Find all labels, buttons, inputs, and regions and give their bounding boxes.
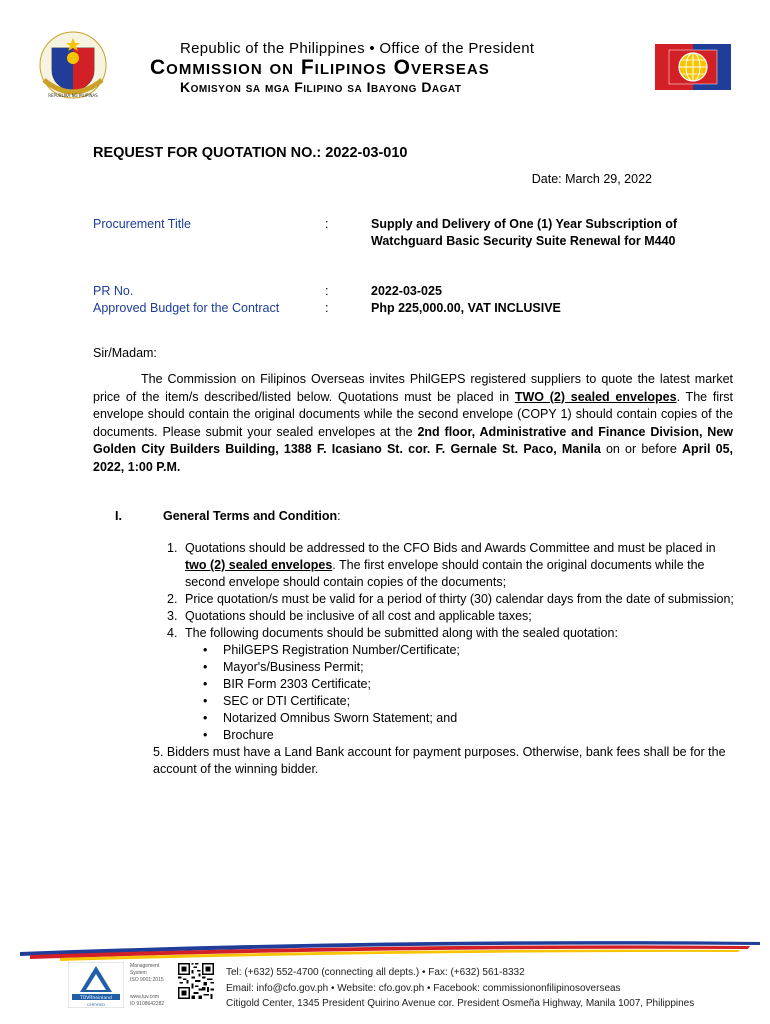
- intro-emphasis-envelopes: TWO (2) sealed envelopes: [514, 389, 677, 404]
- section-title-suffix: :: [337, 509, 341, 523]
- tuv-sub: CERTIFIED: [87, 1003, 105, 1007]
- intro-paragraph: [93, 371, 733, 477]
- term-text: Quotations should be addressed to the CFO Bids and Awards Committee and must be placed in: [185, 541, 716, 555]
- footer-swoosh-decoration: [20, 934, 760, 964]
- procurement-title-value-line-2: Watchguard Basic Security Suite Renewal for M440: [371, 234, 676, 248]
- term-text: Price quotation/s must be valid for a period of thirty (30) calendar days from the date of submission;: [185, 592, 734, 606]
- cfo-flag-logo: [655, 44, 731, 90]
- term-emphasis: two (2) sealed envelopes: [185, 558, 333, 572]
- required-documents-list: [163, 642, 735, 744]
- intro-text: The Commission on Filipinos Overseas invites PhilGEPS registered suppliers to quote the latest market price of the item/s described/listed below. Quotations must be placed in: [93, 372, 733, 404]
- term-item-5: 5. Bidders must have a Land Bank account for payment purposes. Otherwise, bank fees shall be for the account of the winning bidder.: [153, 745, 726, 776]
- submission-deadline: April 05, 2022, 1:00 P.M.: [93, 442, 734, 474]
- term-item: [163, 625, 735, 642]
- colon: :: [325, 284, 329, 298]
- intro-text: on or before: [600, 442, 682, 457]
- term-item: [163, 540, 735, 591]
- abc-label: Approved Budget for the Contract: [93, 301, 280, 315]
- rfq-title: REQUEST FOR QUOTATION NO.: 2022-03-010: [93, 145, 408, 161]
- cert-id: ID 9108642282: [130, 1001, 165, 1007]
- section-number: I.: [115, 509, 122, 523]
- pr-no-label: PR No.: [93, 284, 134, 298]
- cert-standard: ISO 9001:2015: [130, 977, 164, 983]
- document-name: Brochure: [223, 728, 274, 742]
- header-line-1: Republic of the Philippines • Office of the President: [180, 40, 535, 57]
- certification-text: [130, 963, 175, 1008]
- list-item: [163, 727, 735, 744]
- header-agency-name-filipino: Komisyon sa mga Filipino sa Ibayong Dagat: [180, 79, 462, 95]
- footer-email-web: Email: info@cfo.gov.ph • Website: cfo.gov.ph • Facebook: commissiononfilipinosoverseas: [226, 982, 621, 994]
- list-item: [163, 676, 735, 693]
- header-agency-name: Commission on Filipinos Overseas: [150, 56, 490, 79]
- colon: :: [325, 217, 329, 231]
- document-name: PhilGEPS Registration Number/Certificate;: [223, 643, 460, 657]
- term-number: 2.: [167, 592, 178, 606]
- section-title-text: General Terms and Condition: [163, 509, 338, 523]
- seal-text: REPUBLIKA NG PILIPINAS: [48, 93, 98, 98]
- submission-address: 2nd floor, Administrative and Finance Division, New Golden City Builders Building, 1388 F. Icasiano St. cor. F. Gernale St. Paco, Manila: [93, 424, 733, 457]
- term-text: Quotations should be inclusive of all cost and applicable taxes;: [185, 609, 532, 623]
- procurement-title-label: Procurement Title: [93, 217, 191, 231]
- term-item: [163, 591, 735, 608]
- document-name: BIR Form 2303 Certificate;: [223, 677, 371, 691]
- philippine-seal-logo: [38, 30, 108, 100]
- list-item: [163, 710, 735, 727]
- section-title: [163, 509, 341, 523]
- term-item: [163, 608, 735, 625]
- footer-phone-fax: Tel: (+632) 552-4700 (connecting all depts.) • Fax: (+632) 561-8332: [226, 967, 525, 978]
- list-item: [163, 642, 735, 659]
- procurement-title-value: [371, 216, 701, 250]
- list-item: [163, 659, 735, 676]
- cert-system: Management System: [130, 963, 160, 976]
- footer-contact: [226, 965, 694, 1012]
- term-number: 1.: [167, 541, 178, 555]
- qr-code-icon: [178, 963, 214, 999]
- rfq-date: Date: March 29, 2022: [531, 172, 652, 186]
- document-name: Mayor's/Business Permit;: [223, 660, 364, 674]
- document-name: Notarized Omnibus Sworn Statement; and: [223, 711, 458, 725]
- term-text: . The first envelope should contain the original documents while the second envelope should contain copies of the documents;: [185, 558, 705, 589]
- cert-website: www.tuv.com: [130, 994, 160, 1000]
- term-number: 3.: [167, 609, 178, 623]
- document-name: SEC or DTI Certificate;: [223, 694, 351, 708]
- colon: :: [325, 301, 329, 315]
- term-text: The following documents should be submitted along with the sealed quotation:: [185, 626, 618, 640]
- list-item: [163, 693, 735, 710]
- terms-list: [153, 540, 735, 778]
- intro-text: . The first envelope should contain the original documents while the second envelope (COPY 1) should contain copies of the documents. Please submit your sealed envelopes at the: [93, 389, 733, 439]
- procurement-title-value-line-1: Supply and Delivery of One (1) Year Subscription of: [371, 217, 678, 231]
- abc-value: Php 225,000.00, VAT INCLUSIVE: [371, 301, 561, 315]
- pr-no-value: 2022-03-025: [371, 284, 442, 298]
- tuv-label: TÜVRheinland: [80, 996, 112, 1001]
- salutation: Sir/Madam:: [93, 346, 157, 360]
- footer-address: Citigold Center, 1345 President Quirino Avenue cor. President Osmeña Highway, Manila 1007, Philippines: [226, 998, 695, 1009]
- tuv-certification-logo: [68, 962, 124, 1008]
- term-number: 4.: [167, 626, 178, 640]
